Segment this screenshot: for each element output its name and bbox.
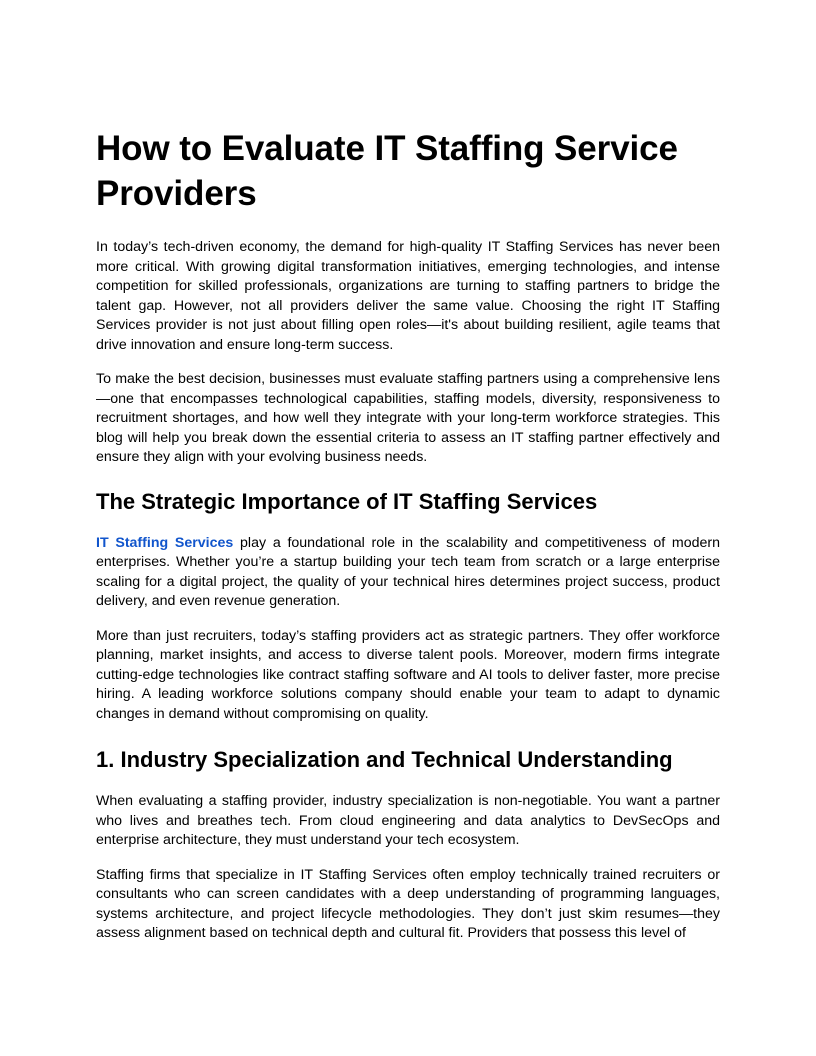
section2-paragraph-2: Staffing firms that specialize in IT Staffing Services often employ technically trained recruiters or consultants who can screen candidates with a deep understanding of programming languages, systems architecture, and project lifecycle methodologies. They don’t just skim resumes—they assess alignment based on technical depth and cultural fit. Providers that possess this level of xyxy=(96,866,720,941)
section1-paragraph-1 xyxy=(96,534,720,612)
intro-paragraph-1: In today’s tech-driven economy, the demand for high-quality IT Staffing Services has never been more critical. With growing digital transformation initiatives, emerging technologies, and intense competition for skilled professionals, organizations are turning to staffing partners to bridge the talent gap. However, not all providers deliver the same value. Choosing the right IT Staffing Services provider is not just about filling open roles—it's about building resilient, agile teams that drive innovation and ensure long-term success. xyxy=(96,239,720,353)
intro-paragraph-2: To make the best decision, businesses must evaluate staffing partners using a comprehensive lens—one that encompasses technological capabilities, staffing models, diversity, responsiveness to recruitment shortages, and how well they integrate with your long-term workforce strategies. This blog will help you break down the essential criteria to assess an IT staffing partner effectively and ensure they align with your evolving business needs. xyxy=(96,371,720,465)
it-staffing-services-link[interactable]: IT Staffing Services xyxy=(96,534,234,551)
section2-paragraph-1: When evaluating a staffing provider, industry specialization is non-negotiable. You want a partner who lives and breathes tech. From cloud engineering and data analytics to DevSecOps and enterprise architecture, they must understand your tech ecosystem. xyxy=(96,793,720,848)
document-title: How to Evaluate IT Staffing Service Providers xyxy=(96,129,678,213)
document-page xyxy=(96,126,720,959)
section1-paragraph-1-text: play a foundational role in the scalability and competitiveness of modern enterprises. Whether you’re a startup building your tech team from scratch or a large enterprise scaling for a digital project, the quality of your technical hires determines project success, product delivery, and even revenue generation. xyxy=(96,534,721,609)
section-heading-industry-specialization: 1. Industry Specialization and Technical Understanding xyxy=(96,747,673,772)
section1-paragraph-2: More than just recruiters, today’s staffing providers act as strategic partners. They offer workforce planning, market insights, and access to diverse talent pools. Moreover, modern firms integrate cutting-edge technologies like contract staffing software and AI tools to deliver faster, more precise hiring. A leading workforce solutions company should enable your team to adapt to dynamic changes in demand without compromising on quality. xyxy=(96,627,720,722)
section-heading-strategic-importance: The Strategic Importance of IT Staffing Services xyxy=(96,488,598,514)
